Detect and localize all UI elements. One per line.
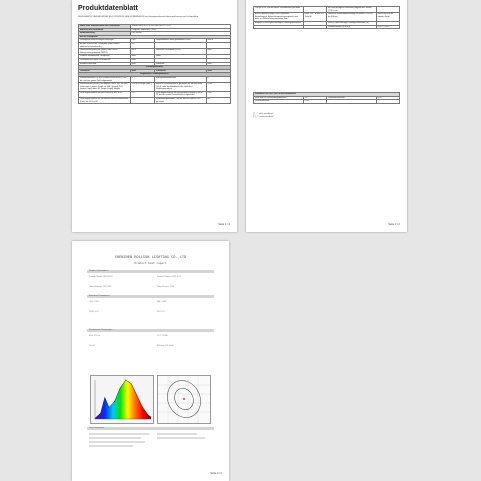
spectrum-point	[142, 407, 143, 408]
param-label: Hülle:	[154, 55, 206, 59]
param-value: F	[206, 76, 230, 82]
footnote-1: (*) „-": nicht zutreffend	[253, 113, 273, 115]
param-label: Leistungsaufnahme im vernetzten Bereitschaftsbetrieb (Pnet) für CLS in W	[80, 98, 129, 103]
elec-row: U(V): 230.0	[89, 301, 100, 303]
elec-row: I(A): 0.038	[157, 301, 167, 303]
param-value: Wert	[130, 69, 154, 73]
param-label: Ungebündeltes oder gebündeltes Licht:	[154, 39, 206, 43]
cie-point	[183, 398, 185, 400]
page-number: Seite 2 / 2	[210, 472, 222, 475]
spectrum-point	[100, 413, 101, 414]
param-value: 0,470 / 0,420	[376, 25, 399, 29]
section-header: Art der Lichtquelle	[79, 35, 231, 39]
page-subtitle: DELEGIERTE VERORDNUNG (EU) 2019/2015 DER KOMMISSION zur Energieverbrauchskennzeichnung von Lichtquellen	[78, 16, 199, 18]
param-label: Ähnliche Farbtemperatur, gerundet auf die nächsten 100 K, oder die Bandbreite der ähnlichen Farbtemperaturen	[154, 83, 206, 92]
param-value: 470 lm in Kugel (360°)	[130, 83, 154, 92]
param-label: Art des Sockels der Lichtquelle (oder andere elektrische Schnittstelle)	[79, 42, 131, 48]
param-value: Nein	[130, 58, 154, 62]
param-value: 2700	[206, 83, 230, 92]
spectrum-chart	[90, 375, 154, 424]
param-label: Lebensdauerfaktor	[326, 96, 376, 100]
datasheet-page-1	[72, 0, 237, 232]
spectrum-point	[104, 397, 105, 398]
param-value: LED	[130, 39, 154, 43]
cie-diagram	[157, 375, 211, 424]
test-report-page	[72, 241, 229, 481]
param-label: Spektrale Strahlungsverteilung im Bereich 250 nm bis 800 nm	[326, 13, 376, 22]
param-value: 0,00	[206, 91, 230, 97]
param-label: Blendschutzschild:	[79, 62, 131, 66]
page-number: Seite 2 / 2	[388, 223, 400, 226]
param-value: Wert	[206, 69, 230, 73]
elec-row: PF: 0.51	[157, 311, 165, 313]
param-value: Nein	[130, 55, 154, 59]
info-row: Rated Voltage: 220-240V~	[89, 286, 113, 288]
param-value: Nein	[206, 62, 230, 66]
param-value: 80	[206, 98, 230, 104]
footnote-2: (**) „-": nicht zutreffend	[253, 116, 274, 118]
section-photometric: Photometric Parameters	[87, 329, 214, 332]
spectrum-point	[131, 384, 132, 385]
param-value: NDLS	[206, 39, 230, 43]
param-label	[254, 25, 304, 29]
param-label: im Falle geringerer Reflexion, Angabe der Winkel (1,5) in cm	[326, 7, 376, 13]
param-label: Äußere Abmessungen ohne separates Betriebsgerät, Beleuchtungssteuerungsteile und nicht zur Beleuchtung dienende Teile	[254, 13, 304, 22]
param-label: Wert des R9-Farbwiedergabeindex	[254, 96, 304, 100]
spectrum-point	[125, 380, 126, 381]
section-instrument: Test Instrument	[87, 427, 214, 430]
param-label: Parameter	[79, 69, 131, 73]
row-value: SHENZHEN ROLLSON LIGHTING CO.,LTD	[130, 25, 230, 29]
param-value: 11	[303, 96, 326, 100]
param-label: Falls ja, gleichwertige Leistungsaufnahme (W)	[326, 21, 376, 25]
param-value: -	[376, 21, 399, 25]
row-value: Longhua, Shenzhen, China	[130, 28, 230, 32]
param-value: 0,90	[376, 96, 399, 100]
param-label: Netzspannungsbetrieb (Mains) oder Nicht-Netzspannungsbetrieb (NMLS):	[79, 49, 131, 55]
led-parameters-table	[253, 92, 400, 104]
param-label: Leistungsaufnahme im Ein-Zustand (Pon), in W	[79, 91, 131, 97]
photo-row: Flux: 470 lm	[89, 335, 100, 337]
param-label: Lichtstromerhalt	[254, 100, 304, 104]
param-value: -	[303, 21, 326, 25]
page-number: Seite 1 / 2	[218, 223, 230, 226]
param-label: Energieverbrauch im Ein-Zustand (kWh/1000 h), auf die nächste ganze Zahl aufgerundet	[79, 76, 131, 82]
param-label: Dimmbar:	[154, 62, 206, 66]
row-label: Adresse des Lieferanten	[79, 28, 131, 32]
param-label: Angabe zu einer gleichwertigen Leistungsaufnahme	[254, 21, 304, 25]
row-label: Name oder Handelsmarke des Lieferanten	[79, 25, 131, 29]
info-row: Product Number: RSL-E27	[157, 276, 181, 278]
param-value	[303, 25, 326, 29]
section-header: Allgemeine Produktparameter	[79, 73, 231, 77]
section-product-info: Product Information	[87, 270, 214, 273]
spectrum-point	[114, 401, 115, 402]
section-electrical: Electrical Parameters	[87, 295, 214, 298]
led-section-header: Parameter für LED- und OLED-Lichtquellen	[254, 93, 400, 97]
param-label: Farblich abstimmbare Lichtquelle:	[79, 55, 131, 59]
param-value: Höhe 110 / Breite 60 / Tiefe 60	[303, 13, 326, 22]
param-label: Nutzlichtstrom (Φuse), mit Angabe, ob er sich auf den Lichtstrom in einem Kegel mit 360° (Kugel), 120° (weiter Kegel) oder 90° (enger Kegel) bezieht	[79, 83, 131, 92]
spectrum-area	[95, 380, 151, 419]
param-value	[376, 100, 399, 104]
row-value: LED BULB	[130, 32, 230, 36]
photo-row: Efficacy: 104 lm/W	[157, 345, 174, 347]
info-row: Rated Power: 4.5W	[157, 286, 175, 288]
row-label: Modellkennung	[79, 32, 131, 36]
product-data-table	[78, 24, 231, 104]
param-value: E27	[130, 42, 154, 48]
param-label	[326, 100, 376, 104]
param-value: -	[130, 98, 154, 104]
company-name: SHENZHEN ROLLSON LIGHTING CO.,LTD	[114, 255, 187, 259]
spectrum-point	[151, 417, 152, 418]
param-value: Nein	[206, 49, 230, 55]
param-value: Nein	[130, 62, 154, 66]
photo-row: Ra: 80	[89, 345, 95, 347]
section-header: Produktparameter	[79, 66, 231, 70]
param-label: Cos φ1 in W, auf die zweite Dezimalstelle gerundet	[254, 7, 304, 13]
param-label: Farbwertanteile (x und y)	[326, 25, 376, 29]
info-row: Product Model: LED BULB	[89, 276, 113, 278]
param-label: Verwendete Beleuchtungstechnologie:	[79, 39, 131, 43]
param-label: Vernetzte Lichtquelle (CLS):	[154, 49, 206, 55]
param-label: Parameter	[154, 69, 206, 73]
report-title: Product test report	[134, 261, 167, 265]
page-title: Produktdatenblatt	[78, 5, 138, 12]
param-label: Leistungsaufnahme im Bereitschaftszustand (Psb) in W, auf die zweite Dezimalstelle aufgerundet	[154, 91, 206, 97]
param-label: Energieeffizienzklasse	[154, 76, 206, 82]
photo-row: CCT: 2700K	[157, 335, 168, 337]
datasheet-page-2	[246, 0, 407, 232]
param-value: 5	[130, 76, 154, 82]
spectrum-point	[120, 387, 121, 388]
spectrum-point	[148, 415, 149, 416]
param-value: Siehe Bild auf der zweiten Seite	[376, 13, 399, 22]
spectrum-point	[109, 407, 110, 408]
param-label: Farbwiedergabeindex, auf die nächste ganze Zahl gerundet	[154, 98, 206, 104]
dimensions-table	[253, 6, 400, 29]
param-label: Lichtquelle mit hoher Leuchtdichte:	[79, 58, 131, 62]
elec-row: P(W): 4.52	[89, 311, 99, 313]
param-value: MLS	[130, 49, 154, 55]
param-value: 0,93	[303, 100, 326, 104]
spectrum-point	[137, 395, 138, 396]
param-value: -	[206, 55, 230, 59]
param-value: 4,5	[130, 91, 154, 97]
